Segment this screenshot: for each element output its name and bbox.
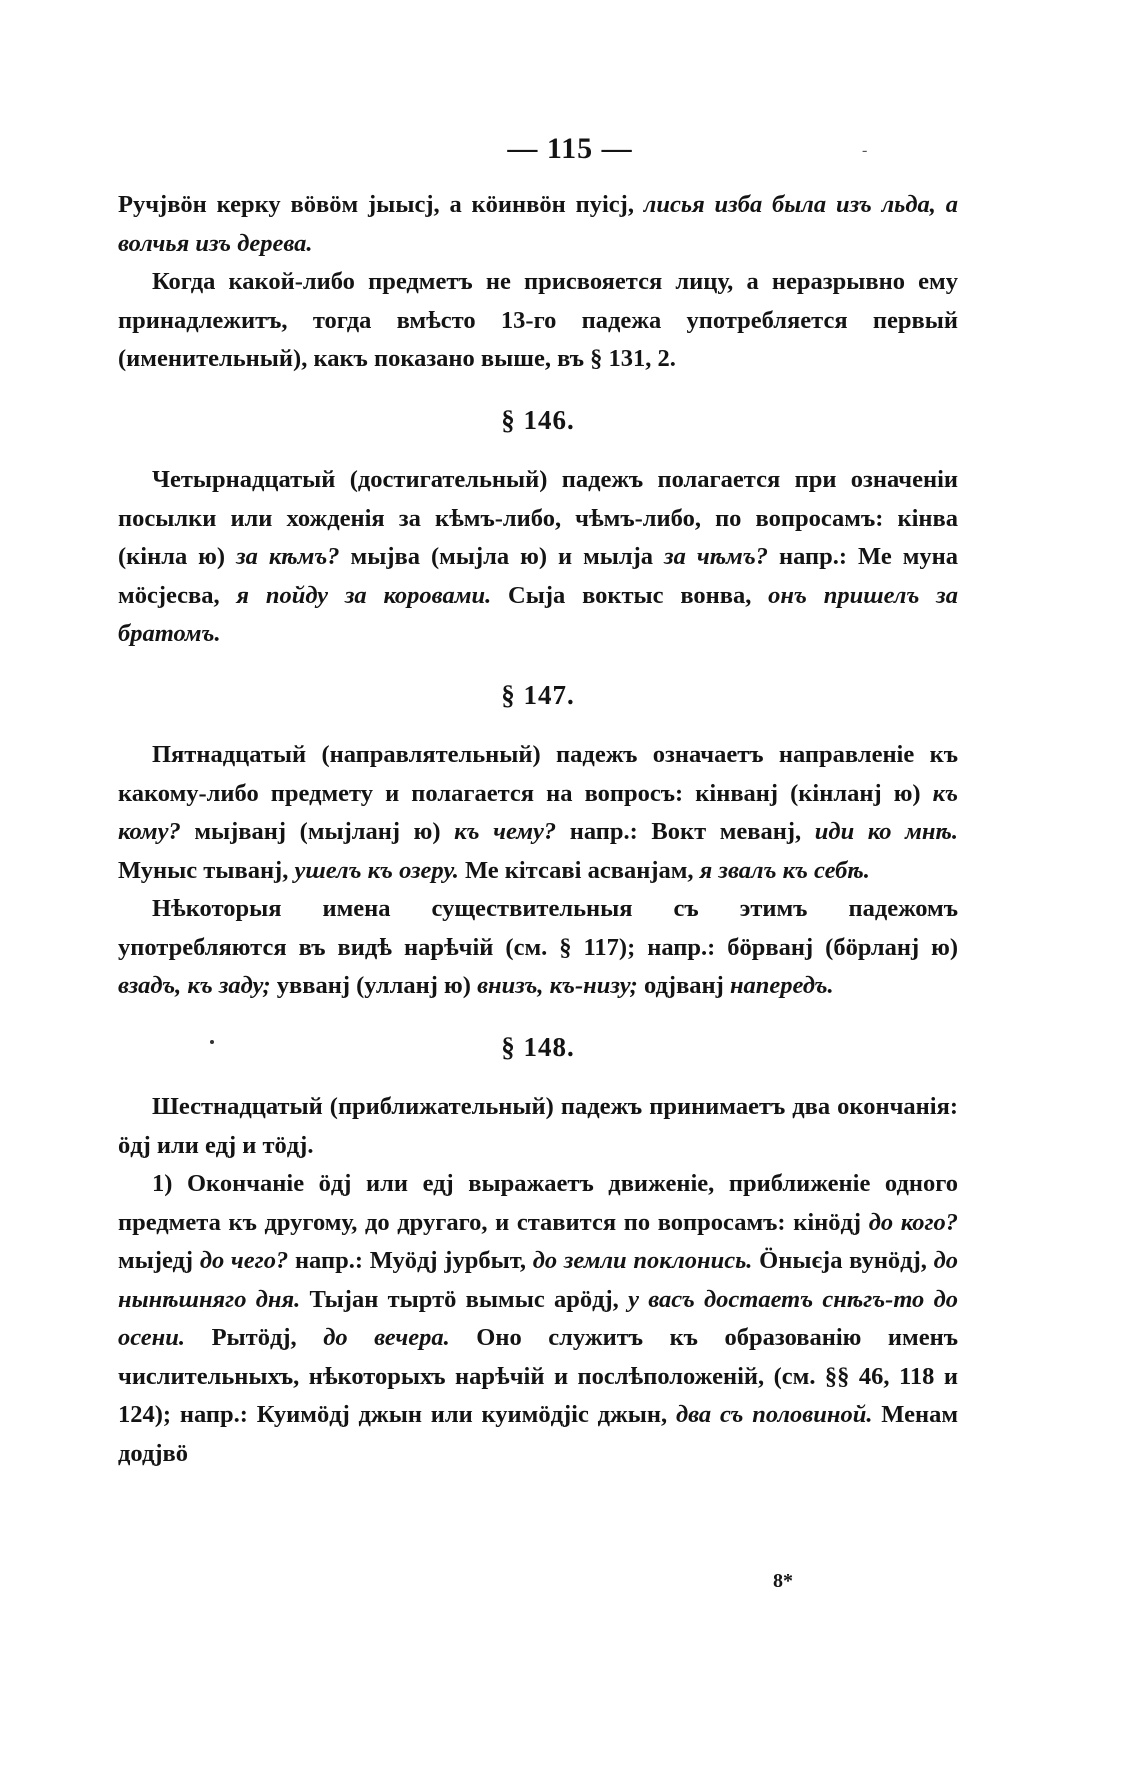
text-run: Нѣкоторыя имена существительныя съ этимъ падежомъ употребляются въ видѣ нарѣчій (см. § 117); напр.: бöрванј (бöрланј ю) [118, 895, 958, 961]
italic-translation: до чего? [199, 1247, 289, 1274]
print-speck [210, 1040, 214, 1044]
text-run: Сыја воктыс вонва, [491, 581, 769, 609]
text-run: Рытöдј, [185, 1324, 324, 1351]
text-run: 1) Окончаніе öдј или едј выражаетъ движеніе, приближеніе одного предмета къ другому, до другаго, и ставится по вопросамъ: кінöдј [118, 1170, 958, 1236]
text-run: напр.: Вокт меванј, [556, 818, 815, 845]
page-body [118, 186, 958, 1473]
printer-signature: 8* [773, 1570, 793, 1592]
italic-translation: лисья изба была изъ льда, а волчья изъ дерева. [118, 191, 958, 257]
paragraph [118, 1165, 958, 1473]
paragraph [118, 263, 958, 379]
italic-translation: ушелъ къ озеру. [294, 856, 459, 884]
paragraph [118, 186, 958, 263]
italic-translation: до вечера. [323, 1324, 450, 1351]
text-run: Тыјан тыртö вымыс арöдј, [300, 1285, 629, 1313]
text-run: Когда какой-либо предметъ не присвояется лицу, а неразрывно ему принадлежитъ, тогда вмѣсто 13-го падежа употребляется первый (именительный), какъ показано выше, въ § 131, 2. [118, 268, 958, 372]
italic-translation: до земли поклонись. [532, 1247, 753, 1274]
italic-translation: у васъ достаетъ снѣгъ-то до осени. [118, 1285, 958, 1351]
text-run: Оно служитъ къ образованію именъ числительныхъ, нѣкоторыхъ нарѣчій и послѣположеній, (см. §§ 46, 118 и 124); напр.: Куимöдј джын или куимöдјіс джын, [118, 1324, 958, 1428]
paragraph [118, 890, 958, 1006]
text-run: увванј (улланј ю) [270, 972, 478, 999]
italic-translation: за чѣмъ? [664, 543, 768, 570]
text-run: мыједј [118, 1247, 200, 1274]
text-run: Шестнадцатый (приближательный) падежъ принимаетъ два окончанія: öдј или едј и тöдј. [118, 1093, 958, 1159]
italic-translation: къ чему? [454, 818, 557, 845]
italic-translation: до нынѣшняго дня. [118, 1247, 958, 1313]
italic-translation: взадъ, къ заду; [118, 972, 271, 999]
section-heading: § 146. [501, 404, 575, 435]
text-run: Ручјвöн керку вöвöм јыысј, а кöинвöн пуісј, [118, 191, 644, 218]
italic-translation: до кого? [868, 1208, 958, 1236]
paragraph [118, 736, 958, 890]
italic-translation: напередъ. [729, 972, 834, 999]
section-heading: § 148. [501, 1031, 575, 1062]
text-run: Ме кітсаві асванјам, [458, 856, 700, 884]
text-run: Менам додјвö [118, 1401, 959, 1467]
print-mark: - [862, 142, 868, 159]
italic-translation: онъ пришелъ за братомъ. [118, 581, 958, 647]
italic-translation: къ кому? [118, 779, 958, 845]
text-run: Öныєја вунöдј, [752, 1247, 934, 1274]
text-run: напр.: Муöдј јурбыт, [288, 1247, 533, 1274]
italic-translation: я звалъ къ себѣ. [699, 856, 870, 884]
text-run: Муныс тыванј, [118, 856, 295, 884]
section-heading: § 147. [501, 679, 575, 710]
text-run: напр.: Ме муна мöсјесва, [118, 543, 959, 609]
text-run: Пятнадцатый (направлятельный) падежъ означаетъ направленіе къ какому-либо предмету и полагается на вопросъ: кінванј (кінланј ю) [118, 741, 958, 807]
text-run: мыјванј (мыјланј ю) [180, 818, 455, 845]
italic-translation: за кѣмъ? [236, 543, 340, 570]
italic-translation: иди ко мнѣ. [814, 818, 958, 845]
italic-translation: я пойду за коровами. [236, 581, 492, 609]
paragraph [118, 461, 958, 654]
text-run: одјванј [637, 972, 730, 999]
page-number: — 115 — [507, 132, 633, 165]
text-run: мыјва (мыјла ю) и мылја [339, 543, 665, 570]
italic-translation: два съ половиной. [675, 1401, 873, 1428]
paragraph [118, 1088, 958, 1165]
italic-translation: внизъ, къ-низу; [477, 972, 638, 999]
text-run: Четырнадцатый (достигательный) падежъ полагается при означеніи посылки или хожденія за кѣмъ-либо, чѣмъ-либо, по вопросамъ: кінва (кінла ю) [118, 466, 958, 570]
